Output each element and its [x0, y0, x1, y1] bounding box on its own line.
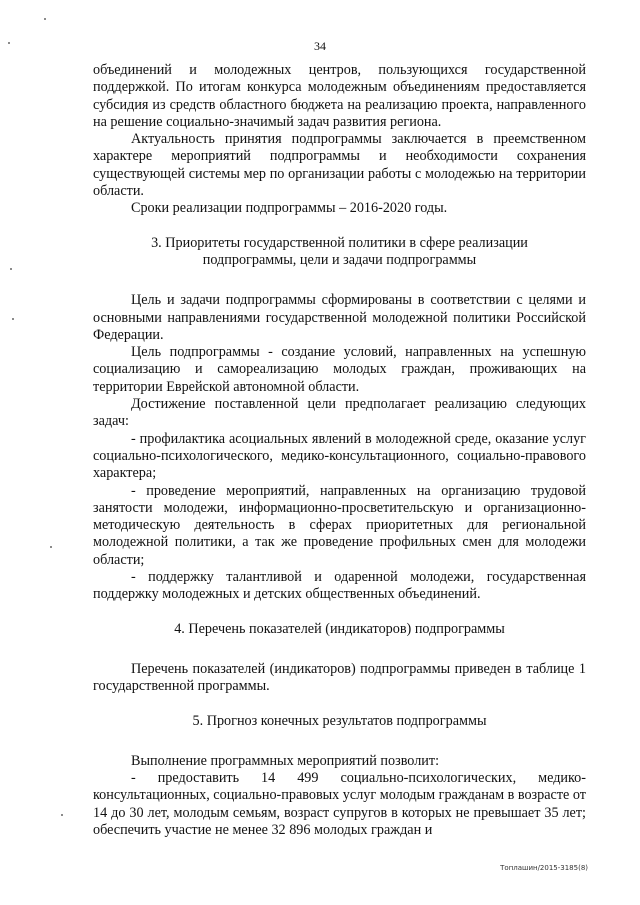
- section-heading-4: 4. Перечень показателей (индикаторов) подпрограммы: [174, 620, 505, 637]
- list-item: - поддержку талантливой и одаренной молодежи, государственная поддержку молодежных и детских общественных объединений.: [93, 569, 586, 603]
- page-number: 34: [314, 39, 326, 53]
- scan-speck: [12, 318, 14, 320]
- scan-speck: [10, 268, 12, 270]
- paragraph: Выполнение программных мероприятий позволит:: [131, 752, 440, 769]
- paragraph: объединений и молодежных центров, пользующихся государственной поддержкой. По итогам конкурса молодежным объединениям предоставляется субсидия из средств областного бюджета на реализацию проекта, направленного на решение социально-значимый задач развития региона.: [93, 62, 586, 130]
- scan-speck: [61, 814, 63, 816]
- list-item: - проведение мероприятий, направленных на организацию трудовой занятости молодежи, информационно-просветительскую и организационно-методическую деятельность в сферах приоритетных для региональной молодежной политики, а так же проведение профильных смен для молодежи области;: [93, 482, 586, 568]
- paragraph: Цель и задачи подпрограммы сформированы в соответствии с целями и основными направлениями государственной молодежной политики Российской Федерации.: [93, 292, 586, 343]
- section-heading-5: 5. Прогноз конечных результатов подпрограммы: [192, 712, 487, 729]
- scan-speck: [44, 18, 46, 20]
- list-item: - профилактика асоциальных явлений в молодежной среде, оказание услуг социально-психологического, медико-консультационного, социально-правового характера;: [93, 430, 586, 482]
- paragraph: Цель подпрограммы - создание условий, направленных на успешную социализацию и самореализацию молодых граждан, проживающих на территории Еврейской автономной области.: [93, 344, 586, 395]
- paragraph: Перечень показателей (индикаторов) подпрограммы приведен в таблице 1 государственной программы.: [93, 660, 586, 695]
- paragraph: Актуальность принятия подпрограммы заключается в преемственном характере мероприятий подпрограммы и необходимости сохранения существующей системы мер по организации работы с молодежью на территории области.: [93, 131, 586, 200]
- paragraph: Достижение поставленной цели предполагает реализацию следующих задач:: [93, 396, 586, 430]
- scan-speck: [8, 42, 10, 44]
- scan-speck: [50, 546, 52, 548]
- document-code: Топлашин/2015-3185(8): [500, 864, 588, 872]
- list-item: - предоставить 14 499 социально-психологических, медико-консультационных, социально-правовых услуг молодым гражданам в возрасте от 14 до 30 лет, молодым семьям, возраст супругов в которых не превышает 35 лет; обеспечить участие не менее 32 896 молодых граждан и: [93, 770, 586, 838]
- document-body: [93, 62, 586, 839]
- paragraph: Сроки реализации подпрограммы – 2016-2020 годы.: [131, 200, 448, 217]
- section-heading-3: 3. Приоритеты государственной политики в сфере реализации подпрограммы, цели и задачи подпрограммы: [151, 234, 528, 268]
